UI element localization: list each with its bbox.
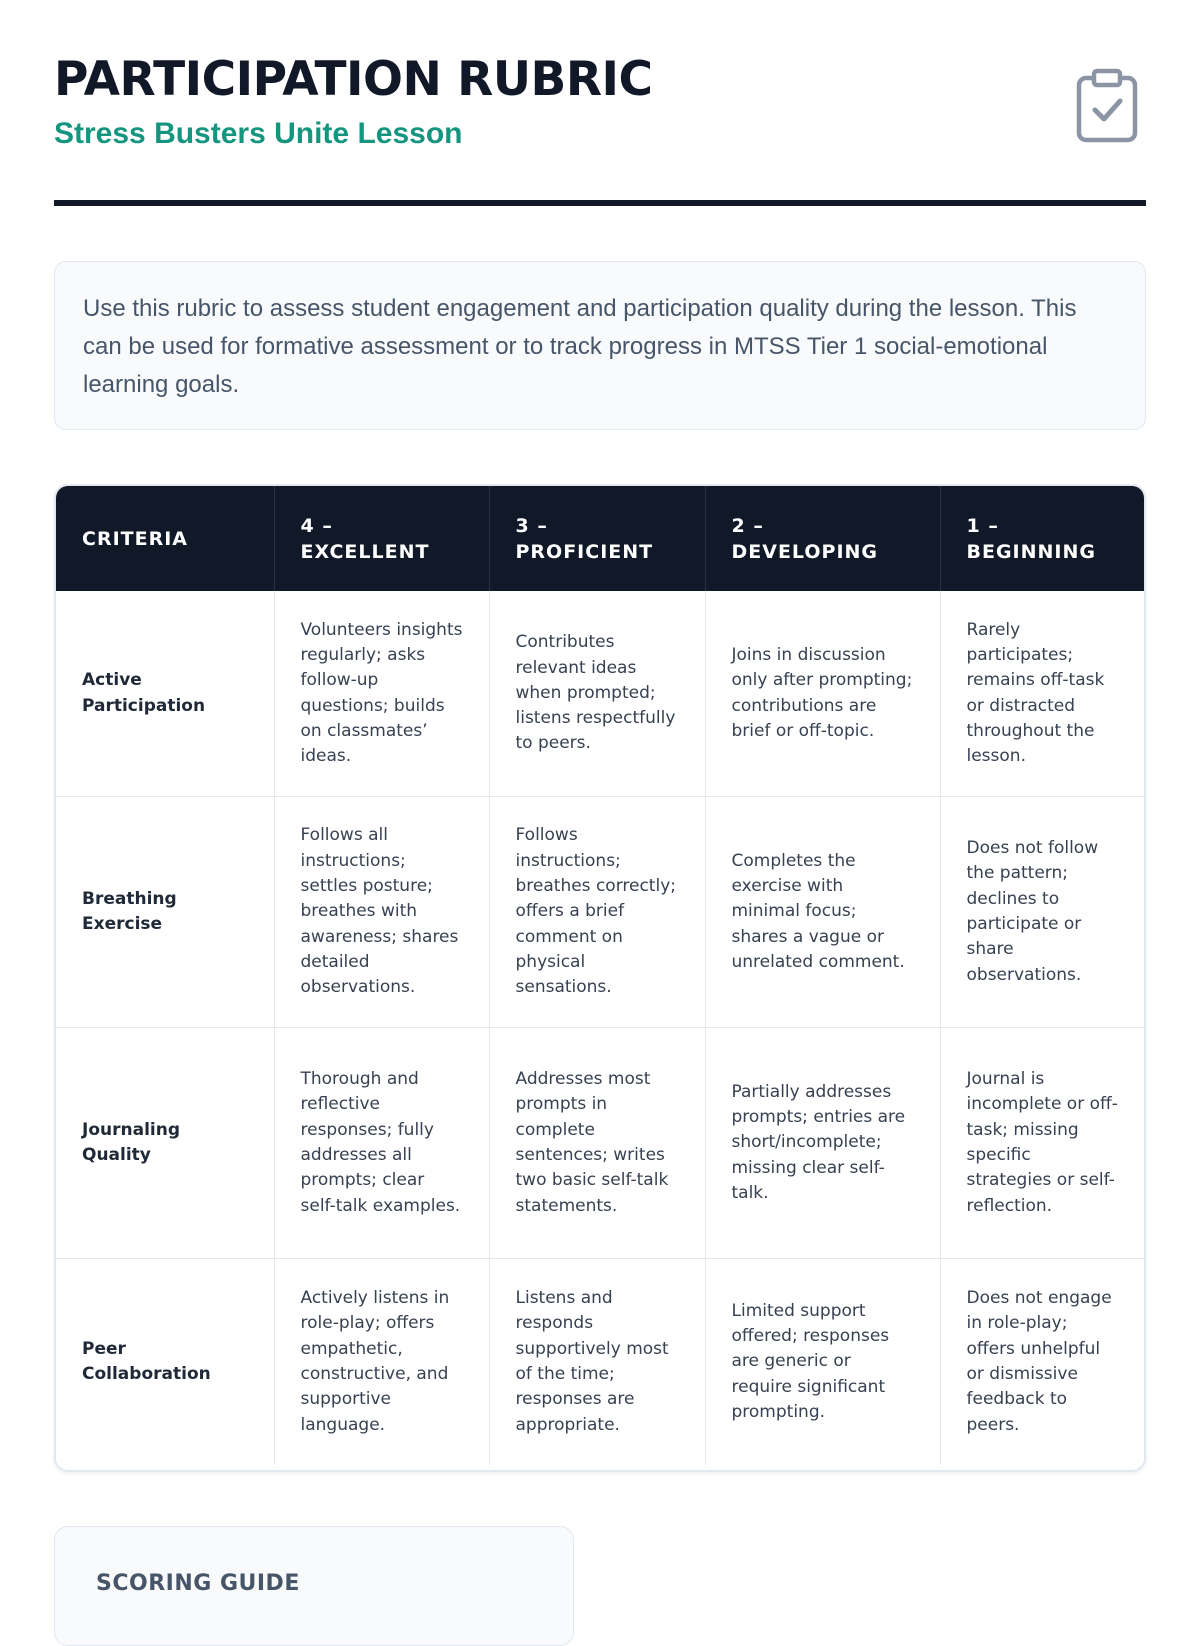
header-beginning: 1 – BEGINNING — [940, 486, 1144, 591]
header-excellent: 4 – EXCELLENT — [274, 486, 489, 591]
developing-cell: Completes the exercise with minimal focus; shares a vague or unrelated comment. — [705, 797, 940, 1028]
proficient-cell: Addresses most prompts in complete sentences; writes two basic self-talk statements. — [489, 1028, 705, 1259]
developing-cell: Joins in discussion only after prompting; contributions are brief or off-topic. — [705, 591, 940, 797]
table-row — [56, 1259, 1144, 1466]
criteria-cell: Active Participation — [82, 670, 206, 716]
proficient-cell: Follows instructions; breathes correctly; offers a brief comment on physical sensations. — [489, 797, 705, 1028]
developing-cell: Limited support offered; responses are generic or require significant prompting. — [705, 1259, 940, 1466]
rubric-table-container — [54, 484, 1146, 1472]
table-row — [56, 797, 1144, 1028]
beginning-cell: Does not follow the pattern; declines to participate or share observations. — [940, 797, 1144, 1028]
beginning-cell: Journal is incomplete or off-task; missing specific strategies or self-reflection. — [940, 1028, 1144, 1259]
excellent-cell: Follows all instructions; settles posture; breathes with awareness; shares detailed observations. — [274, 797, 489, 1028]
page-header — [54, 52, 1146, 151]
criteria-cell: Breathing Exercise — [56, 797, 274, 1028]
header-developing: 2 – DEVELOPING — [705, 486, 940, 591]
excellent-cell: Actively listens in role-play; offers empathetic, constructive, and supportive language. — [274, 1259, 489, 1466]
page-subtitle: Stress Busters Unite Lesson — [54, 117, 463, 150]
intro-text: Use this rubric to assess student engagement and participation quality during the lesson. This can be used for formative assessment or to track progress in MTSS Tier 1 social-emotional learning goals. — [83, 295, 1077, 398]
table-row — [56, 591, 1144, 797]
header-criteria: CRITERIA — [56, 486, 274, 591]
header-divider — [54, 200, 1146, 206]
beginning-cell: Rarely participates; remains off-task or distracted throughout the lesson. — [940, 591, 1144, 797]
table-header-row — [56, 486, 1144, 591]
criteria-cell: Peer Collaboration — [56, 1259, 274, 1466]
proficient-cell: Contributes relevant ideas when prompted; listens respectfully to peers. — [489, 591, 705, 797]
excellent-cell: Thorough and reflective responses; fully addresses all prompts; clear self-talk examples. — [274, 1028, 489, 1259]
beginning-cell: Does not engage in role-play; offers unhelpful or dismissive feedback to peers. — [940, 1259, 1144, 1466]
rubric-table — [56, 486, 1144, 1465]
header-proficient: 3 – PROFICIENT — [489, 486, 705, 591]
clipboard-check-icon — [1076, 68, 1138, 144]
proficient-cell: Listens and responds supportively most of the time; responses are appropriate. — [489, 1259, 705, 1466]
excellent-cell: Volunteers insights regularly; asks follow-up questions; builds on classmates’ ideas. — [274, 591, 489, 797]
scoring-guide-title: SCORING GUIDE — [96, 1571, 300, 1596]
table-row — [56, 1028, 1144, 1259]
developing-cell: Partially addresses prompts; entries are short/incomplete; missing clear self-talk. — [705, 1028, 940, 1259]
criteria-cell: Journaling Quality — [56, 1028, 274, 1259]
page-title: PARTICIPATION RUBRIC — [54, 52, 653, 107]
intro-box — [54, 261, 1146, 430]
scoring-guide-box — [54, 1526, 574, 1646]
